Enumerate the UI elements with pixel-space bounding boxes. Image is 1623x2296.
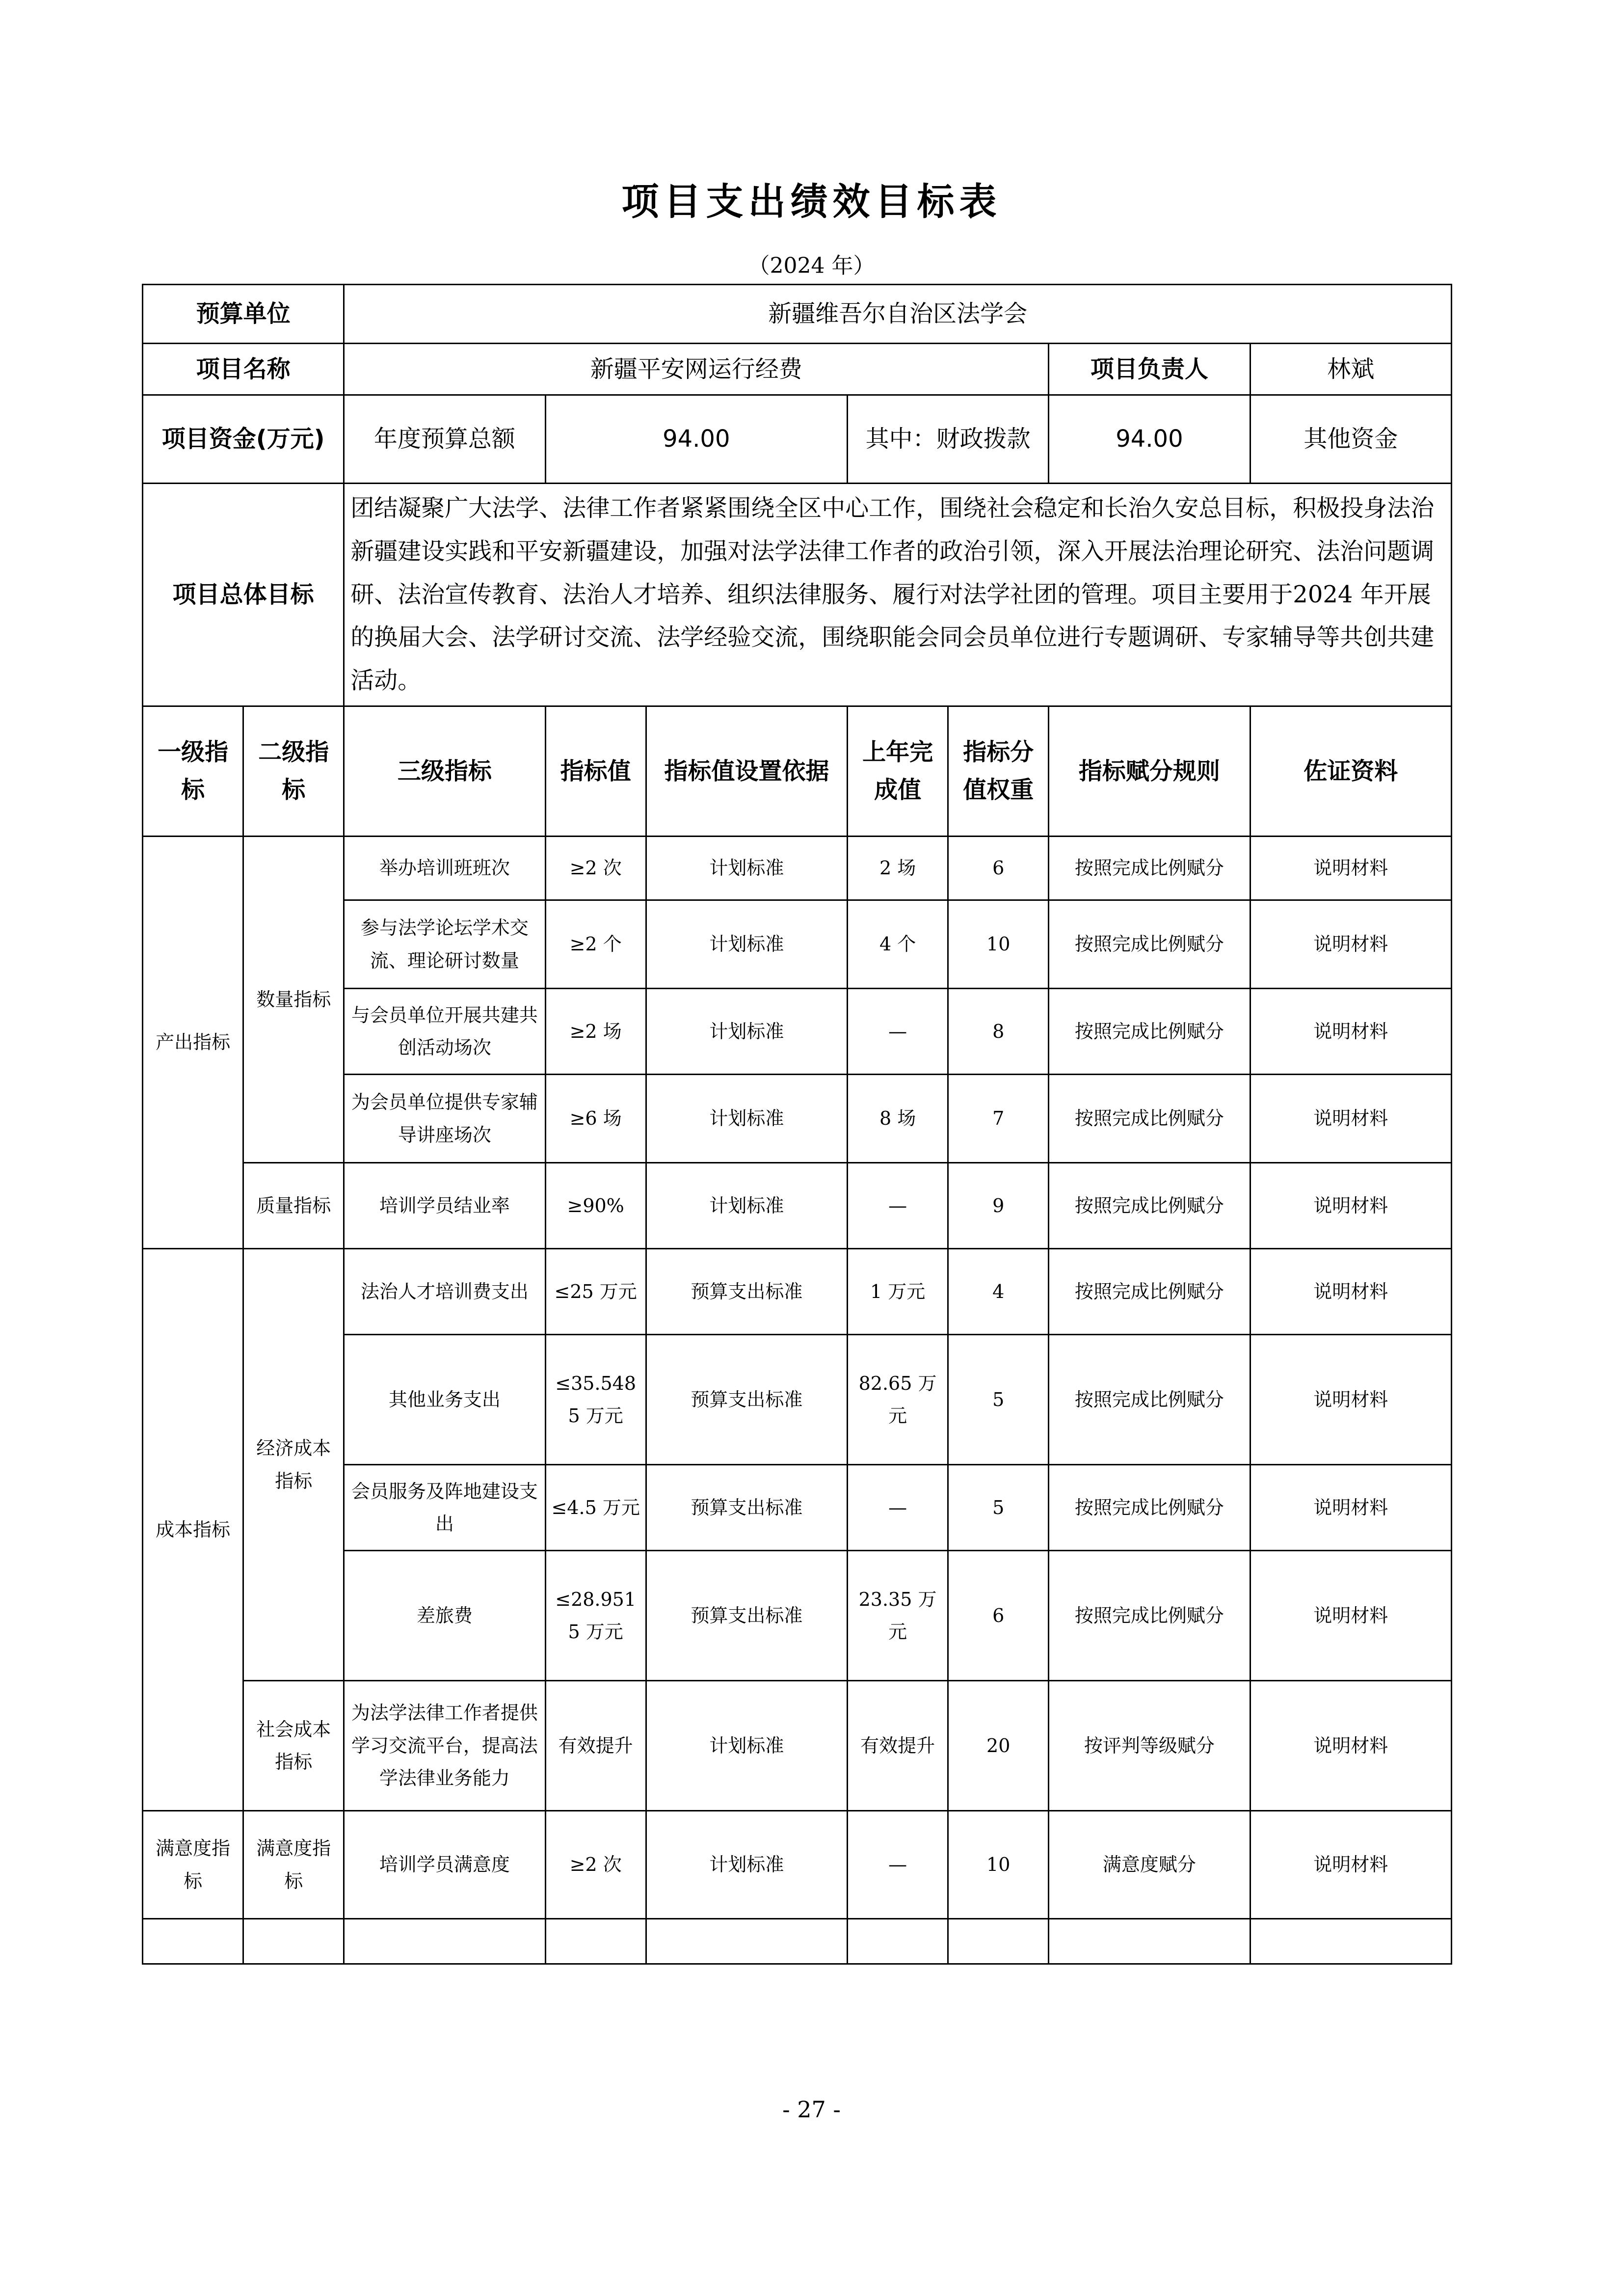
indicator-weight: 9: [948, 1163, 1049, 1249]
evidence-material: 说明材料: [1250, 1465, 1451, 1551]
last-year-value: —: [848, 1811, 948, 1919]
col-evidence-header: 佐证资料: [1250, 706, 1451, 837]
level2-indicator: 社会成本指标: [243, 1681, 344, 1811]
indicator-row: [143, 1811, 1452, 1919]
indicator-value: ≥2 场: [545, 989, 646, 1075]
col-weight-header: 指标分值权重: [948, 706, 1049, 837]
last-year-value: —: [848, 989, 948, 1075]
empty-cell: [243, 1919, 344, 1964]
scoring-rule: 按照完成比例赋分: [1049, 1075, 1250, 1163]
scoring-rule: 按评判等级赋分: [1049, 1681, 1250, 1811]
empty-cell: [344, 1919, 545, 1964]
level1-indicator: 成本指标: [143, 1249, 243, 1811]
col-level1-header: 一级指标: [143, 706, 243, 837]
last-year-value: 2 场: [848, 837, 948, 900]
level1-indicator: 满意度指标: [143, 1811, 243, 1919]
level3-indicator: 培训学员结业率: [344, 1163, 545, 1249]
project-owner-value: 林斌: [1250, 344, 1451, 395]
scoring-rule: 按照完成比例赋分: [1049, 1551, 1250, 1681]
evidence-material: 说明材料: [1250, 1811, 1451, 1919]
scoring-rule: 按照完成比例赋分: [1049, 900, 1250, 989]
indicator-value: ≥2 次: [545, 1811, 646, 1919]
project-owner-label: 项目负责人: [1049, 344, 1250, 395]
level3-indicator: 培训学员满意度: [344, 1811, 545, 1919]
evidence-material: 说明材料: [1250, 1681, 1451, 1811]
page-number: - 27 -: [782, 2096, 841, 2123]
level2-indicator: 满意度指标: [243, 1811, 344, 1919]
level2-indicator: 质量指标: [243, 1163, 344, 1249]
indicator-basis: 计划标准: [646, 1075, 847, 1163]
last-year-value: 82.65 万元: [848, 1335, 948, 1465]
overall-goal-label: 项目总体目标: [143, 484, 344, 706]
indicator-basis: 预算支出标准: [646, 1249, 847, 1335]
indicator-basis: 计划标准: [646, 989, 847, 1075]
evidence-material: 说明材料: [1250, 1163, 1451, 1249]
evidence-material: 说明材料: [1250, 1335, 1451, 1465]
scoring-rule: 按照完成比例赋分: [1049, 1249, 1250, 1335]
level3-indicator: 参与法学论坛学术交流、理论研讨数量: [344, 900, 545, 989]
indicator-weight: 4: [948, 1249, 1049, 1335]
col-value-header: 指标值: [545, 706, 646, 837]
last-year-value: 1 万元: [848, 1249, 948, 1335]
indicator-basis: 计划标准: [646, 1681, 847, 1811]
evidence-material: 说明材料: [1250, 1551, 1451, 1681]
indicator-row: [143, 1249, 1452, 1335]
indicator-basis: 预算支出标准: [646, 1465, 847, 1551]
empty-cell: [1049, 1919, 1250, 1964]
indicator-value: ≥90%: [545, 1163, 646, 1249]
indicator-row: [143, 1681, 1452, 1811]
level2-indicator: 经济成本指标: [243, 1249, 344, 1681]
evidence-material: 说明材料: [1250, 1075, 1451, 1163]
level1-indicator: 产出指标: [143, 837, 243, 1249]
indicator-weight: 6: [948, 1551, 1049, 1681]
last-year-value: —: [848, 1163, 948, 1249]
budget-unit-label: 预算单位: [143, 285, 344, 344]
budget-unit-value: 新疆维吾尔自治区法学会: [344, 285, 1452, 344]
project-name-label: 项目名称: [143, 344, 344, 395]
project-funds-label: 项目资金(万元): [143, 395, 344, 484]
indicator-weight: 10: [948, 1811, 1049, 1919]
empty-cell: [646, 1919, 847, 1964]
col-rule-header: 指标赋分规则: [1049, 706, 1250, 837]
indicator-basis: 预算支出标准: [646, 1551, 847, 1681]
col-last-year-header: 上年完成值: [848, 706, 948, 837]
last-year-value: —: [848, 1465, 948, 1551]
indicator-basis: 计划标准: [646, 1163, 847, 1249]
indicator-weight: 8: [948, 989, 1049, 1075]
project-name-value: 新疆平安网运行经费: [344, 344, 1049, 395]
level2-indicator: 数量指标: [243, 837, 344, 1163]
col-level3-header: 三级指标: [344, 706, 545, 837]
indicator-row: [143, 837, 1452, 900]
scoring-rule: 按照完成比例赋分: [1049, 989, 1250, 1075]
fiscal-funds-label: 其中：财政拨款: [848, 395, 1049, 484]
empty-cell: [948, 1919, 1049, 1964]
indicator-basis: 预算支出标准: [646, 1335, 847, 1465]
evidence-material: 说明材料: [1250, 900, 1451, 989]
indicator-basis: 计划标准: [646, 837, 847, 900]
year-subtitle: （2024 年）: [748, 253, 875, 278]
last-year-value: 23.35 万元: [848, 1551, 948, 1681]
scoring-rule: 满意度赋分: [1049, 1811, 1250, 1919]
indicator-weight: 20: [948, 1681, 1049, 1811]
level3-indicator: 差旅费: [344, 1551, 545, 1681]
indicator-weight: 7: [948, 1075, 1049, 1163]
indicator-value: ≤28.9515 万元: [545, 1551, 646, 1681]
scoring-rule: 按照完成比例赋分: [1049, 1163, 1250, 1249]
indicator-value: ≥2 次: [545, 837, 646, 900]
other-funds-label: 其他资金: [1250, 395, 1451, 484]
last-year-value: 8 场: [848, 1075, 948, 1163]
level3-indicator: 与会员单位开展共建共创活动场次: [344, 989, 545, 1075]
evidence-material: 说明材料: [1250, 1249, 1451, 1335]
empty-cell: [1250, 1919, 1451, 1964]
annual-total-value: 94.00: [545, 395, 847, 484]
indicator-value: ≤25 万元: [545, 1249, 646, 1335]
empty-row: [143, 1919, 1452, 1964]
last-year-value: 有效提升: [848, 1681, 948, 1811]
indicator-weight: 10: [948, 900, 1049, 989]
indicator-weight: 5: [948, 1335, 1049, 1465]
indicator-row: [143, 1163, 1452, 1249]
empty-cell: [545, 1919, 646, 1964]
level3-indicator: 为会员单位提供专家辅导讲座场次: [344, 1075, 545, 1163]
col-level2-header: 二级指标: [243, 706, 344, 837]
level3-indicator: 为法学法律工作者提供学习交流平台，提高法学法律业务能力: [344, 1681, 545, 1811]
indicator-value: 有效提升: [545, 1681, 646, 1811]
level3-indicator: 其他业务支出: [344, 1335, 545, 1465]
fiscal-funds-value: 94.00: [1049, 395, 1250, 484]
indicator-value: ≥2 个: [545, 900, 646, 989]
evidence-material: 说明材料: [1250, 989, 1451, 1075]
indicator-basis: 计划标准: [646, 1811, 847, 1919]
indicator-basis: 计划标准: [646, 900, 847, 989]
evidence-material: 说明材料: [1250, 837, 1451, 900]
empty-cell: [143, 1919, 243, 1964]
page-title: 项目支出绩效目标表: [621, 180, 1002, 223]
level3-indicator: 会员服务及阵地建设支出: [344, 1465, 545, 1551]
annual-total-label: 年度预算总额: [344, 395, 545, 484]
overall-goal-text: 团结凝聚广大法学、法律工作者紧紧围绕全区中心工作，围绕社会稳定和长治久安总目标，积极投身法治新疆建设实践和平安新疆建设，加强对法学法律工作者的政治引领，深入开展法治理论研究、法治问题调研、法治宣传教育、法治人才培养、组织法律服务、履行对法学社团的管理。项目主要用于2024 年开展的换届大会、法学研讨交流、法学经验交流，围绕职能会同会员单位进行专题调研、专家辅导等共创共建活动。: [344, 484, 1452, 706]
col-basis-header: 指标值设置依据: [646, 706, 847, 837]
last-year-value: 4 个: [848, 900, 948, 989]
empty-cell: [848, 1919, 948, 1964]
indicator-weight: 6: [948, 837, 1049, 900]
level3-indicator: 举办培训班班次: [344, 837, 545, 900]
indicator-weight: 5: [948, 1465, 1049, 1551]
scoring-rule: 按照完成比例赋分: [1049, 1335, 1250, 1465]
indicator-value: ≤4.5 万元: [545, 1465, 646, 1551]
scoring-rule: 按照完成比例赋分: [1049, 837, 1250, 900]
level3-indicator: 法治人才培训费支出: [344, 1249, 545, 1335]
performance-target-table: [142, 284, 1452, 1965]
indicator-value: ≥6 场: [545, 1075, 646, 1163]
indicator-value: ≤35.5485 万元: [545, 1335, 646, 1465]
scoring-rule: 按照完成比例赋分: [1049, 1465, 1250, 1551]
